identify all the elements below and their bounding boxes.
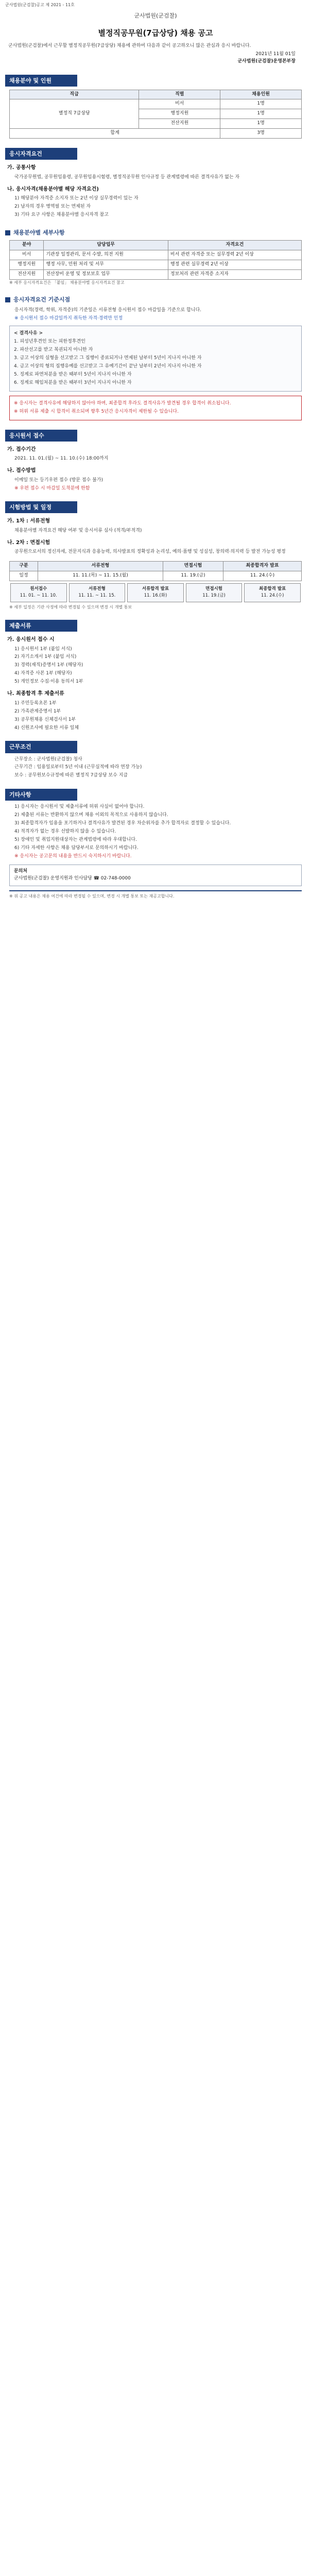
table-cell: 일정 <box>10 571 38 581</box>
timeline-step-date: 11. 16.(화) <box>144 593 167 599</box>
list-item: 5) 장애인 및 취업지원대상자는 관계법령에 따라 우대합니다. <box>14 837 137 843</box>
table-row <box>10 269 302 279</box>
section-1-title: 채용분야 및 인원 <box>9 77 52 84</box>
table-row <box>10 250 302 260</box>
paragraph: 근무장소 : 군사법원(군검찰) 청사 <box>14 756 82 762</box>
timeline-step <box>244 583 301 602</box>
list-item: 2) 자기소개서 1부 (붙임 서식) <box>14 654 77 660</box>
section-7-heading <box>5 620 77 632</box>
timeline-step <box>10 583 67 602</box>
section-3-title: 채용분야별 세부사항 <box>13 229 65 236</box>
paragraph: 공무원으로서의 정신자세, 전문지식과 응용능력, 의사발표의 정확성과 논리성, 예의·품행 및 성실성, 창의력·의지력 등 발전 가능성 평정 <box>14 549 286 555</box>
lead-text: 군사법원(군검찰)에서 근무할 별정직공무원(7급상당) 채용에 관하여 다음과 같이 공고하오니 많은 관심과 응시 바랍니다. <box>8 43 251 48</box>
table-cell: 11. 24.(수) <box>223 571 301 581</box>
list-item: 2) 가족관계증명서 1부 <box>14 708 61 714</box>
table-cell: 정보처리 관련 자격증 소지자 <box>168 269 301 279</box>
table-cell: 행정 사무, 민원 처리 및 서무 <box>44 260 168 269</box>
detail-table <box>9 240 302 280</box>
table-cell: 11. 11.(목) ~ 11. 15.(월) <box>38 571 163 581</box>
section-2-title: 응시자격요건 <box>9 150 42 158</box>
schedule-note: ※ 세부 일정은 기관 사정에 따라 변경될 수 있으며 변경 시 개별 통보 <box>9 604 132 609</box>
list-item: 3. 금고 이상의 실형을 선고받고 그 집행이 종료되거나 면제된 날부터 5년이 지나지 아니한 자 <box>14 355 202 361</box>
subheading: 가. 접수기간 <box>7 446 36 452</box>
table-header: 서류전형 <box>38 562 163 571</box>
section-9-title: 기타사항 <box>9 791 31 799</box>
section-3-heading <box>5 228 306 237</box>
page-title: 별정직공무원(7급상당) 채용 공고 <box>98 28 213 38</box>
table-header: 구분 <box>10 562 38 571</box>
timeline-step <box>127 583 184 602</box>
timeline-step <box>186 583 243 602</box>
bottom-note: ※ 위 공고 내용은 채용 여건에 따라 변경될 수 있으며, 변경 시 개별 통보 또는 재공고합니다. <box>9 893 175 899</box>
table-cell: 행정지원 <box>10 260 44 269</box>
table-cell: 1명 <box>220 119 302 129</box>
table-note: ※ 세부 응시자격요건은 「붙임」 채용분야별 응시자격요건 참고 <box>9 280 125 285</box>
table-cell: 합계 <box>10 129 220 139</box>
timeline-step-name: 서류합격 발표 <box>142 586 169 592</box>
subheading: 나. 응시자격(채용분야별 해당 자격요건) <box>7 186 99 192</box>
section-5-heading <box>5 430 77 442</box>
list-item: 3) 공무원채용 신체검사서 1부 <box>14 717 76 722</box>
notice-date: 2021년 11월 01일 <box>255 51 296 57</box>
paragraph: 응시자격(경력, 학위, 자격증)의 기준일은 서류전형 응시원서 접수 마감일을 기준으로 합니다. <box>14 308 202 313</box>
section-4-heading <box>5 295 306 304</box>
section-8-title: 근무조건 <box>9 743 31 751</box>
subheading: 나. 최종합격 후 제출서류 <box>7 691 64 697</box>
timeline-step-name: 최종합격 발표 <box>259 586 286 592</box>
recruit-table-wrap <box>5 90 306 139</box>
list-item: 1) 응시자는 응시원서 및 제출서류에 허위 사실이 없어야 합니다. <box>14 804 145 810</box>
timeline-step-name: 서류전형 <box>88 586 106 592</box>
table-cell: 전산지원 <box>10 269 44 279</box>
square-bullet-icon <box>5 230 10 235</box>
warning-line: ※ 응시자는 공고문의 내용을 반드시 숙지하시기 바랍니다. <box>14 853 132 859</box>
table-header: 직급 <box>10 90 139 99</box>
schedule-table <box>9 561 302 581</box>
contact-title: 문의처 <box>14 868 28 874</box>
table-cell: 비서 <box>139 99 220 109</box>
recruit-table <box>9 90 302 139</box>
divider <box>9 890 302 891</box>
subheading: 나. 접수방법 <box>7 468 36 474</box>
paragraph: 근무기간 : 임용일로부터 5년 이내 (근무실적에 따라 연장 가능) <box>14 765 142 770</box>
list-item: 1. 피성년후견인 또는 피한정후견인 <box>14 339 85 345</box>
table-header: 면접시험 <box>163 562 223 571</box>
warning-line: ※ 허위 서류 제출 시 합격이 취소되며 향후 5년간 응시자격이 제한될 수 있습니다. <box>14 409 179 414</box>
schedule-table-wrap <box>5 561 306 581</box>
notice-number: 군사법원(군검찰)공고 제 2021 - 11호 <box>5 3 75 7</box>
list-item: 5) 개인정보 수집·이용 동의서 1부 <box>14 679 83 685</box>
table-row <box>10 129 302 139</box>
paragraph: 보수 : 공무원보수규정에 따른 별정직 7급상당 보수 지급 <box>14 773 128 778</box>
disqualification-box <box>9 326 302 392</box>
timeline-step-date: 11. 11. ~ 11. 15. <box>78 593 116 599</box>
table-cell: 비서 <box>10 250 44 260</box>
paragraph: 1) 해당분야 자격증 소지자 또는 2년 이상 실무경력이 있는 자 <box>14 196 139 201</box>
contact-info: 군사법원(군검찰) 운영지원과 인사담당 ☎ 02-748-0000 <box>14 875 131 881</box>
section-5-title: 응시원서 접수 <box>9 432 44 439</box>
list-item: 4) 적격자가 없는 경우 선발하지 않을 수 있습니다. <box>14 829 116 835</box>
section-2-heading <box>5 148 77 160</box>
table-header: 최종합격자 발표 <box>223 562 301 571</box>
table-cell: 전산장비 운영 및 정보보호 업무 <box>44 269 168 279</box>
list-item: 4) 신원조사에 필요한 서류 일체 <box>14 725 79 731</box>
list-item: 1) 응시원서 1부 (붙임 서식) <box>14 646 72 652</box>
list-item: 3) 최종합격자가 임용을 포기하거나 결격사유가 발견된 경우 차순위자를 추가 합격자로 결정할 수 있습니다. <box>14 821 231 826</box>
list-item: 4) 자격증 사본 1부 (해당자) <box>14 671 72 676</box>
section-8-heading <box>5 741 77 753</box>
table-cell: 전산지원 <box>139 119 220 129</box>
table-cell: 별정직 7급상당 <box>10 99 139 129</box>
subheading: 나. 2차 : 면접시험 <box>7 539 50 546</box>
timeline-step-date: 11. 01. ~ 11. 10. <box>20 593 57 599</box>
table-cell: 3명 <box>220 129 302 139</box>
table-row <box>10 260 302 269</box>
table-row <box>10 99 302 109</box>
paragraph: 이메일 또는 등기우편 접수 (방문 접수 불가) <box>14 477 103 483</box>
schedule-timeline <box>5 581 306 604</box>
table-cell: 기관장 일정관리, 문서 수발, 의전 지원 <box>44 250 168 260</box>
list-item: 6) 기타 자세한 사항은 채용 담당부서로 문의하시기 바랍니다. <box>14 845 139 851</box>
list-item: 2) 제출된 서류는 반환하지 않으며 채용 이외의 목적으로 사용하지 않습니다. <box>14 812 168 818</box>
paragraph: ※ 우편 접수 시 마감일 도착분에 한함 <box>14 485 90 491</box>
table-header: 자격요건 <box>168 241 301 250</box>
subheading: 가. 응시원서 접수 시 <box>7 637 55 643</box>
table-header: 분야 <box>10 241 44 250</box>
paragraph: 2021. 11. 01.(월) ~ 11. 10.(수) 18:00까지 <box>14 456 109 462</box>
paragraph: 채용분야별 자격요건 해당 여부 및 응시서류 심사 (적격/부적격) <box>14 528 142 533</box>
timeline-step-name: 면접시험 <box>205 586 222 592</box>
section-6-heading <box>5 501 77 513</box>
box-title: < 결격사유 > <box>14 331 43 336</box>
list-item: 1) 주민등록초본 1부 <box>14 700 57 706</box>
paragraph: 2) 남자의 경우 병역필 또는 면제된 자 <box>14 204 91 210</box>
subheading: 가. 1차 : 서류전형 <box>7 518 50 524</box>
organization-title: 군사법원(군검찰) <box>134 12 177 20</box>
contact-box <box>9 865 302 886</box>
timeline-step <box>69 583 126 602</box>
list-item: 5. 징계로 파면처분을 받은 때부터 5년이 지나지 아니한 자 <box>14 371 132 377</box>
table-header: 직렬 <box>139 90 220 99</box>
list-item: 2. 파산선고를 받고 복권되지 아니한 자 <box>14 347 93 353</box>
table-header: 담당업무 <box>44 241 168 250</box>
timeline-step-date: 11. 19.(금) <box>202 593 226 599</box>
list-item: 4. 금고 이상의 형의 집행유예를 선고받고 그 유예기간이 끝난 날부터 2년이 지나지 아니한 자 <box>14 363 202 369</box>
list-item: 3) 경력(재직)증명서 1부 (해당자) <box>14 663 83 668</box>
table-cell: 행정지원 <box>139 109 220 119</box>
table-cell: 1명 <box>220 109 302 119</box>
table-row <box>10 571 302 581</box>
paragraph: 3) 기타 요구 사항은 채용분야별 응시자격 참고 <box>14 212 109 218</box>
warning-line: ※ 응시자는 결격사유에 해당하지 않아야 하며, 최종합격 후라도 결격사유가 발견될 경우 합격이 취소됩니다. <box>14 400 231 406</box>
notice-organization: 군사법원(군검찰)운영본부장 <box>237 58 296 64</box>
table-cell: 1명 <box>220 99 302 109</box>
warning-box <box>9 396 302 420</box>
section-6-title: 시험방법 및 일정 <box>9 504 52 511</box>
list-item: 6. 징계로 해임처분을 받은 때부터 3년이 지나지 아니한 자 <box>14 380 132 385</box>
detail-table-wrap <box>5 240 306 280</box>
square-bullet-icon <box>5 297 10 302</box>
notice-page <box>0 0 311 915</box>
table-cell: 행정 관련 실무경력 2년 이상 <box>168 260 301 269</box>
table-header: 채용인원 <box>220 90 302 99</box>
section-1-heading <box>5 75 77 87</box>
table-cell: 11. 19.(금) <box>163 571 223 581</box>
section-7-title: 제출서류 <box>9 622 31 629</box>
timeline-step-name: 원서접수 <box>30 586 47 592</box>
paragraph: 국가공무원법, 공무원임용령, 공무원임용시험령, 별정직공무원 인사규정 등 관계법령에 따른 결격사유가 없는 자 <box>14 174 240 180</box>
timeline-step-date: 11. 24.(수) <box>261 593 284 599</box>
subheading: 가. 공통사항 <box>7 165 36 171</box>
table-cell: 비서 관련 자격증 또는 실무경력 2년 이상 <box>168 250 301 260</box>
section-9-heading <box>5 789 77 801</box>
section-4-title: 응시자격요건 기준시점 <box>13 296 71 303</box>
paragraph: ※ 응시원서 접수 마감일까지 취득한 자격·경력만 인정 <box>14 316 123 321</box>
